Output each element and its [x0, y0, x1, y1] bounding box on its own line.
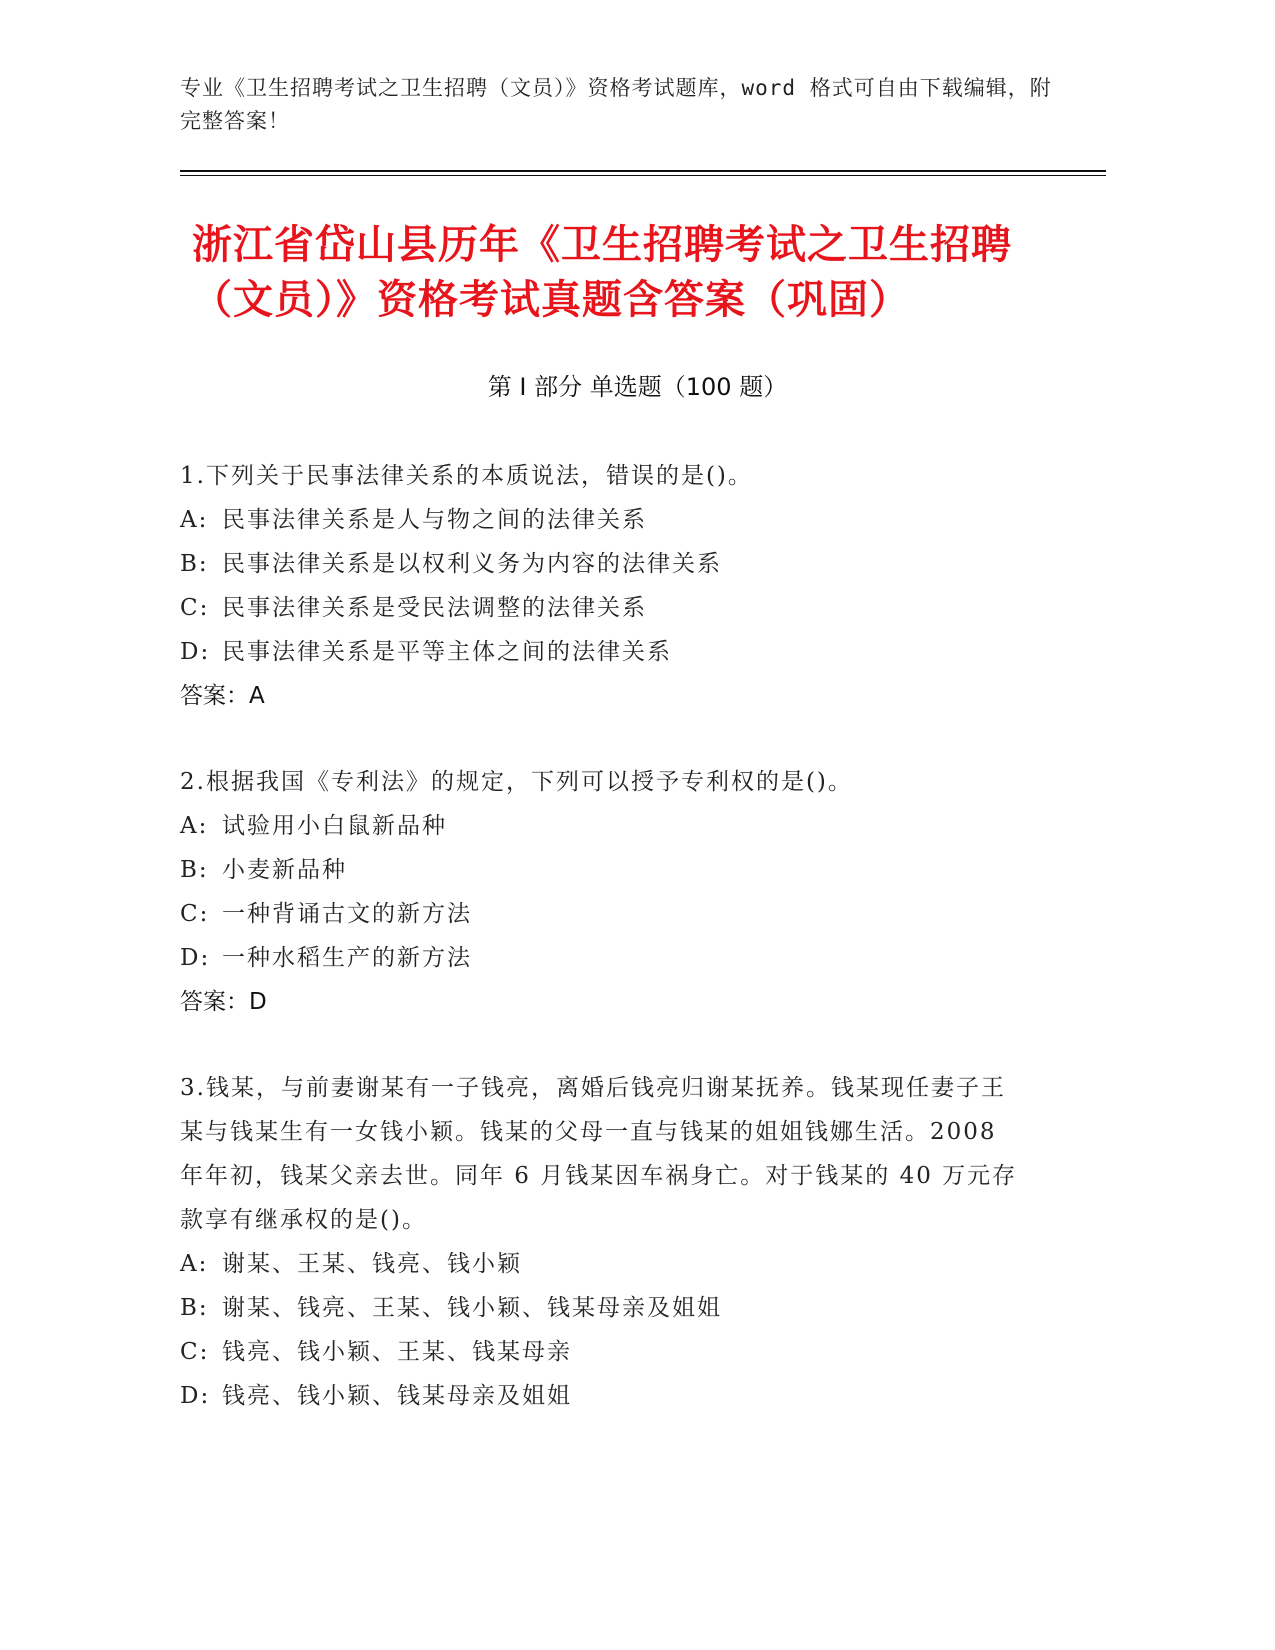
option-c — [180, 892, 1025, 936]
option-c — [180, 586, 1025, 630]
option-c — [180, 1330, 1025, 1374]
option-text: 试验用小白鼠新品种 — [222, 813, 447, 839]
question-3 — [180, 1066, 1025, 1418]
option-text: 一种背诵古文的新方法 — [222, 901, 472, 927]
option-text: 民事法律关系是以权利义务为内容的法律关系 — [222, 551, 722, 577]
option-d — [180, 1374, 1025, 1418]
question-stem: 2.根据我国《专利法》的规定，下列可以授予专利权的是()。 — [180, 769, 853, 795]
option-d — [180, 936, 1025, 980]
option-letter: A: — [180, 813, 209, 839]
option-text: 钱亮、钱小颖、钱某母亲及姐姐 — [222, 1383, 572, 1409]
question-list — [180, 454, 1025, 1460]
option-b — [180, 848, 1025, 892]
option-b — [180, 1286, 1025, 1330]
question-2 — [180, 760, 1025, 1024]
question-1 — [180, 454, 1025, 718]
option-letter: C: — [180, 1339, 210, 1365]
option-text: 民事法律关系是平等主体之间的法律关系 — [222, 639, 672, 665]
option-letter: A: — [180, 1251, 209, 1277]
option-text: 民事法律关系是受民法调整的法律关系 — [222, 595, 647, 621]
option-b — [180, 542, 1025, 586]
option-letter: D: — [180, 639, 211, 665]
option-letter: C: — [180, 901, 210, 927]
option-letter: D: — [180, 1383, 211, 1409]
option-a — [180, 498, 1025, 542]
option-letter: B: — [180, 857, 209, 883]
option-text: 小麦新品种 — [222, 857, 347, 883]
option-a — [180, 804, 1025, 848]
document-title: 浙江省岱山县历年《卫生招聘考试之卫生招聘（文员）》资格考试真题含答案（巩固） — [192, 222, 1012, 323]
option-d — [180, 630, 1025, 674]
question-stem: 3.钱某，与前妻谢某有一子钱亮，离婚后钱亮归谢某抚养。钱某现任妻子王某与钱某生有一女钱小颖。钱某的父母一直与钱某的姐姐钱娜生活。2008 年年初，钱某父亲去世。同年 6 月钱某因车祸身亡。对于钱某的 40 万元存款享有继承权的是()。 — [180, 1075, 1018, 1233]
option-text: 民事法律关系是人与物之间的法律关系 — [222, 507, 647, 533]
question-stem: 1.下列关于民事法律关系的本质说法，错误的是()。 — [180, 463, 753, 489]
option-text: 谢某、钱亮、王某、钱小颖、钱某母亲及姐姐 — [222, 1295, 722, 1321]
option-a — [180, 1242, 1025, 1286]
option-text: 谢某、王某、钱亮、钱小颖 — [222, 1251, 522, 1277]
option-text: 钱亮、钱小颖、王某、钱某母亲 — [222, 1339, 572, 1365]
option-letter: C: — [180, 595, 210, 621]
answer-line: 答案：A — [180, 683, 265, 709]
option-letter: A: — [180, 507, 209, 533]
header-rule-thick — [180, 170, 1106, 172]
answer-line: 答案：D — [180, 989, 267, 1015]
header-note: 专业《卫生招聘考试之卫生招聘（文员）》资格考试题库，word 格式可自由下载编辑，附完整答案！ — [180, 76, 1052, 133]
section-title: 第 I 部分 单选题（100 题） — [487, 373, 788, 401]
header-rule-thin — [180, 175, 1106, 176]
option-letter: D: — [180, 945, 211, 971]
option-text: 一种水稻生产的新方法 — [222, 945, 472, 971]
option-letter: B: — [180, 1295, 209, 1321]
option-letter: B: — [180, 551, 209, 577]
